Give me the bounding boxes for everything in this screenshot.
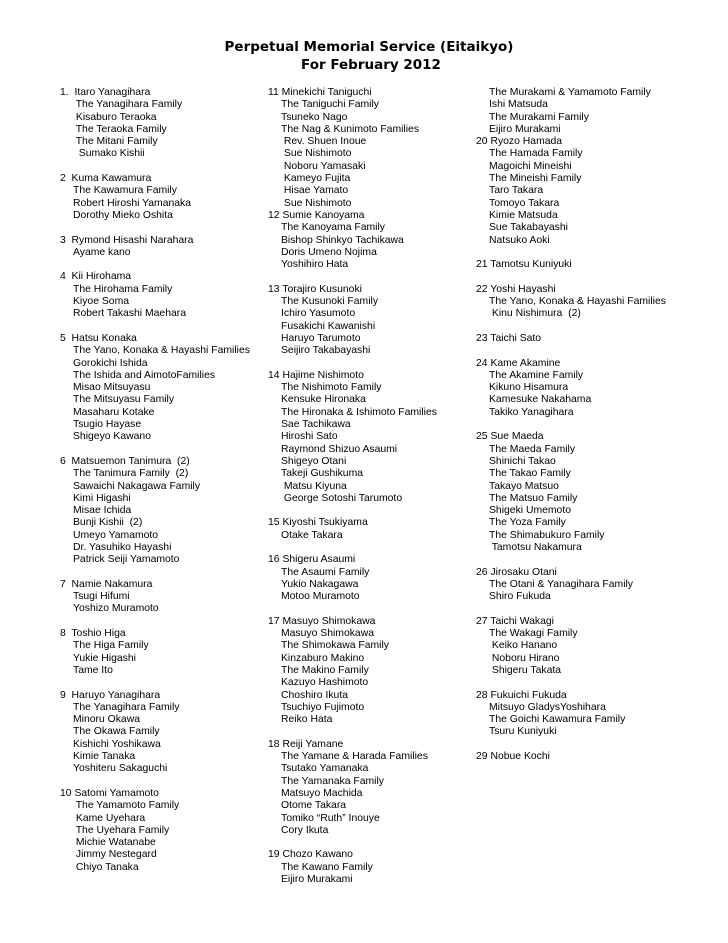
entry-heading: 23 Taichi Sato (476, 332, 542, 344)
entry-name: The Tanimura Family (2) (73, 468, 189, 480)
entry-name: Umeyo Yamamoto (73, 529, 159, 541)
column-3 (476, 87, 726, 763)
entry-name: The Kanoyama Family (281, 222, 385, 234)
entry-name: The Wakagi Family (489, 628, 578, 640)
entry-spacer (476, 739, 726, 751)
memorial-entry (476, 136, 726, 259)
entry-name: Masaharu Kotake (73, 406, 155, 418)
entry-name: Misae Ichida (73, 505, 132, 517)
entry-spacer (268, 726, 473, 738)
entry-heading: 11 Minekichi Taniguchi (268, 87, 372, 98)
entry-name: Mitsuyo GladysYoshihara (489, 701, 606, 713)
entry-heading: 19 Chozo Kawano (268, 849, 353, 861)
entry-name: The Shimokawa Family (281, 640, 389, 652)
entry-name: The Uyehara Family (73, 824, 170, 836)
entry-name: Kimi Higashi (73, 492, 131, 504)
entry-name: The Mineishi Family (489, 173, 582, 185)
entry-heading: 9 Haruyo Yanagihara (60, 689, 161, 701)
entry-name: Tsuchiyo Fujimoto (281, 701, 365, 713)
entry-name: Kensuke Hironaka (281, 394, 366, 406)
entry-heading: 6 Matsuemon Tanimura (2) (60, 455, 190, 467)
entry-name: Shigeru Takata (489, 664, 562, 676)
memorial-entry (268, 87, 473, 210)
entry-spacer (60, 259, 260, 271)
entry-heading: 28 Fukuichi Fukuda (476, 689, 567, 701)
entry-spacer (476, 603, 726, 615)
memorial-entry (268, 210, 473, 284)
entry-name: The Goichi Kawamura Family (489, 714, 626, 726)
entry-spacer (60, 444, 260, 456)
entry-spacer (60, 321, 260, 333)
entry-name: Ichiro Yasumoto (281, 308, 356, 320)
entry-spacer (476, 321, 726, 333)
entry-name: Shinichi Takao (489, 455, 556, 467)
entry-name: Cory Ikuta (281, 824, 329, 836)
entry-heading: 29 Nobue Kochi (476, 751, 550, 763)
entry-name: The Shimabukuro Family (489, 529, 605, 541)
entry-name: Doris Umeno Nojima (281, 246, 377, 258)
entry-name: Chiyo Tanaka (73, 861, 139, 873)
entry-name: The Yanagihara Family (73, 701, 180, 713)
entry-name: The Nag & Kunimoto Families (281, 123, 420, 135)
entry-heading: 18 Reiji Yamane (268, 738, 344, 750)
entry-name: Yoshizo Muramoto (73, 603, 159, 615)
entry-name: Yukie Higashi (73, 652, 136, 664)
entry-name: Michie Watanabe (73, 837, 156, 849)
entry-name: Sue Nishimoto (281, 197, 352, 209)
entry-heading: 10 Satomi Yamamoto (60, 787, 159, 799)
entry-name: The Makino Family (281, 664, 369, 676)
entry-name: The Nishimoto Family (281, 382, 382, 394)
entry-name: Choshiro Ikuta (281, 689, 348, 701)
entry-heading: 22 Yoshi Hayashi (476, 283, 556, 295)
entry-name: Patrick Seiji Yamamoto (73, 554, 180, 566)
entry-spacer (476, 247, 726, 259)
entry-heading: 2 Kuma Kawamura (60, 173, 152, 185)
entry-name: Robert Hiroshi Yamanaka (73, 197, 192, 209)
memorial-entry (60, 690, 260, 788)
entry-name: Robert Takashi Maehara (73, 308, 187, 320)
entry-name: Matsuyo Machida (281, 787, 363, 799)
memorial-entry (268, 616, 473, 739)
memorial-entry (476, 616, 726, 690)
entry-name: Misao Mitsuyasu (73, 382, 151, 394)
entry-name: Kishichi Yoshikawa (73, 738, 161, 750)
entry-name: Kameyo Fujita (281, 173, 351, 185)
memorial-entry (476, 87, 726, 136)
entry-name: The Kawano Family (281, 861, 373, 873)
entry-name: The Otani & Yanagihara Family (489, 578, 634, 590)
entry-name: Kinu Nishimura (2) (489, 308, 581, 320)
entry-name: The Higa Family (73, 640, 149, 652)
entry-name: Kikuno Hisamura (489, 382, 569, 394)
entry-name: The Maeda Family (489, 443, 576, 455)
memorial-entry (60, 333, 260, 456)
entry-name: Tsuru Kuniyuki (489, 726, 557, 738)
entry-name: Noboru Hirano (489, 652, 560, 664)
entry-spacer (60, 161, 260, 173)
entry-name: The Kusunoki Family (281, 296, 379, 308)
entry-name: Haruyo Tarumoto (281, 332, 361, 344)
entry-name: Keiko Hanano (489, 640, 558, 652)
memorial-entry (476, 567, 726, 616)
entry-name: The Yamanaka Family (281, 775, 384, 787)
entry-heading: 8 Toshio Higa (60, 628, 126, 640)
entry-name: The Murakami Family (489, 111, 589, 123)
entry-name: Sue Nishimoto (281, 148, 352, 160)
entry-name: Takeji Gushikuma (281, 468, 364, 480)
entry-name: Sawaichi Nakagawa Family (73, 480, 201, 492)
entry-spacer (476, 345, 726, 357)
entry-name: Magoichi Mineishi (489, 160, 572, 172)
entry-name: Hiroshi Sato (281, 431, 338, 443)
column-1 (60, 87, 260, 874)
page-subtitle: For February 2012 (301, 57, 441, 73)
memorial-entry (476, 284, 726, 333)
entry-name: Hisae Yamato (281, 185, 349, 197)
entry-heading: 3 Rymond Hisashi Narahara (60, 234, 194, 246)
entry-heading: 21 Tamotsu Kuniyuki (476, 259, 572, 271)
entry-name: Tamotsu Nakamura (489, 541, 582, 553)
entry-name: Kamesuke Nakahama (489, 394, 592, 406)
entry-heading: 4 Kii Hirohama (60, 271, 132, 283)
entry-name: The Yamane & Harada Families (281, 751, 428, 763)
entry-heading: 24 Kame Akamine (476, 357, 561, 369)
entry-name: The Hironaka & Ishimoto Families (281, 406, 437, 418)
entry-name: Shiro Fukuda (489, 591, 551, 603)
entry-heading: 1. Itaro Yanagihara (60, 87, 151, 98)
entry-name: The Mitsuyasu Family (73, 394, 175, 406)
entry-name: Fusakichi Kawanishi (281, 320, 376, 332)
entry-name: Takayo Matsuo (489, 480, 559, 492)
entry-spacer (60, 776, 260, 788)
entry-heading: 16 Shigeru Asaumi (268, 554, 356, 566)
entry-name: George Sotoshi Tarumoto (281, 492, 403, 504)
entry-name: Motoo Muramoto (281, 591, 360, 603)
entry-name: Bunji Kishii (2) (73, 517, 143, 529)
memorial-entry (476, 751, 726, 763)
memorial-entry (268, 849, 473, 886)
entry-name: Yoshihiro Hata (281, 259, 349, 271)
entry-name: The Mitani Family (73, 136, 158, 148)
entry-spacer (60, 222, 260, 234)
entry-name: Kisaburo Teraoka (73, 111, 157, 123)
page-title: Perpetual Memorial Service (Eitaikyo) (224, 39, 514, 55)
entry-name: Natsuko Aoki (489, 234, 550, 246)
memorial-entry (476, 259, 726, 284)
entry-name: The Yano, Konaka & Hayashi Families (489, 296, 666, 308)
entry-name: Kame Uyehara (73, 812, 146, 824)
entry-name: Tsutako Yamanaka (281, 763, 369, 775)
entry-name: Taro Takara (489, 185, 544, 197)
entry-spacer (268, 837, 473, 849)
entry-name: The Hamada Family (489, 148, 583, 160)
entry-name: Reiko Hata (281, 714, 333, 726)
entry-name: Sumako Kishii (73, 148, 145, 160)
entry-name: The Yano, Konaka & Hayashi Families (73, 345, 250, 357)
memorial-entry (60, 235, 260, 272)
entry-name: Tsugio Hayase (73, 419, 142, 431)
memorial-entry (60, 173, 260, 234)
entry-spacer (268, 542, 473, 554)
entry-name: Shigeyo Otani (281, 455, 347, 467)
memorial-entry (476, 431, 726, 566)
entry-name: Yukio Nakagawa (281, 578, 359, 590)
entry-name: The Yamamoto Family (73, 800, 180, 812)
memorial-entry (268, 739, 473, 850)
entry-spacer (60, 677, 260, 689)
entry-spacer (476, 554, 726, 566)
entry-name: The Okawa Family (73, 726, 160, 738)
entry-name: Masuyo Shimokawa (281, 628, 374, 640)
entry-name: Shigeki Umemoto (489, 505, 572, 517)
entry-name: Yoshiteru Sakaguchi (73, 763, 168, 775)
entry-spacer (268, 271, 473, 283)
memorial-entry (60, 87, 260, 173)
memorial-entry (60, 788, 260, 874)
entry-name: The Matsuo Family (489, 492, 578, 504)
entry-name: The Kawamura Family (73, 185, 177, 197)
entry-spacer (268, 358, 473, 370)
page-header (0, 38, 728, 74)
entry-name: The Akamine Family (489, 369, 584, 381)
entry-name: Eijiro Murakami (489, 123, 561, 135)
entry-heading: 20 Ryozo Hamada (476, 136, 563, 148)
entry-name: The Yoza Family (489, 517, 566, 529)
entry-heading: 5 Hatsu Konaka (60, 332, 137, 344)
entry-heading: 26 Jirosaku Otani (476, 566, 557, 578)
entry-heading: 14 Hajime Nishimoto (268, 369, 364, 381)
entry-name: Takiko Yanagihara (489, 406, 574, 418)
entry-heading: 15 Kiyoshi Tsukiyama (268, 517, 368, 529)
entry-name: Kinzaburo Makino (281, 652, 365, 664)
entry-name: Minoru Okawa (73, 714, 140, 726)
entry-heading: 13 Torajiro Kusunoki (268, 283, 362, 295)
entry-name: Tsuneko Nago (281, 111, 348, 123)
entry-name: Ishi Matsuda (489, 99, 548, 111)
entry-name: Dr. Yasuhiko Hayashi (73, 541, 172, 553)
entry-spacer (60, 567, 260, 579)
entry-name: Kiyoe Soma (73, 296, 130, 308)
entry-name: The Taniguchi Family (281, 99, 379, 111)
memorial-entry (476, 333, 726, 358)
memorial-entry (60, 628, 260, 689)
entry-spacer (476, 677, 726, 689)
entry-name: Tame Ito (73, 664, 113, 676)
entry-name: The Ishida and AimotoFamilies (73, 369, 216, 381)
entry-name: The Murakami & Yamamoto Family (489, 87, 651, 98)
entry-name: Kimie Tanaka (73, 751, 136, 763)
entry-name: Ayame kano (73, 246, 131, 258)
memorial-entry (476, 358, 726, 432)
memorial-entry (60, 579, 260, 628)
entry-spacer (476, 271, 726, 283)
entry-name: Otake Takara (281, 529, 343, 541)
entry-name: Sae Tachikawa (281, 419, 351, 431)
entry-name: Rev. Shuen Inoue (281, 136, 367, 148)
entry-name: The Hirohama Family (73, 283, 173, 295)
entry-spacer (476, 419, 726, 431)
entry-name: The Takao Family (489, 468, 571, 480)
memorial-entry (268, 554, 473, 615)
column-2 (268, 87, 473, 886)
entry-spacer (60, 616, 260, 628)
entry-name: Matsu Kiyuna (281, 480, 347, 492)
entry-name: Shigeyo Kawano (73, 431, 151, 443)
entry-name: Otome Takara (281, 800, 347, 812)
entry-heading: 12 Sumie Kanoyama (268, 209, 365, 221)
entry-name: Eijiro Murakami (281, 874, 353, 885)
entry-name: Noboru Yamasaki (281, 160, 366, 172)
entry-name: The Teraoka Family (73, 123, 167, 135)
entry-spacer (268, 603, 473, 615)
entry-name: The Asaumi Family (281, 566, 370, 578)
memorial-entry (60, 271, 260, 332)
memorial-entry (60, 456, 260, 579)
entry-name: Raymond Shizuo Asaumi (281, 443, 398, 455)
entry-heading: 27 Taichi Wakagi (476, 615, 554, 627)
entry-heading: 25 Sue Maeda (476, 431, 544, 443)
entry-name: Bishop Shinkyo Tachikawa (281, 234, 404, 246)
entry-name: Kazuyo Hashimoto (281, 677, 369, 689)
entry-name: Dorothy Mieko Oshita (73, 209, 173, 221)
entry-name: Kimie Matsuda (489, 209, 558, 221)
memorial-entry (476, 690, 726, 751)
entry-name: Jimmy Nestegard (73, 849, 157, 861)
entry-name: Tomiko “Ruth” Inouye (281, 812, 380, 824)
entry-name: Gorokichi Ishida (73, 357, 148, 369)
entry-name: Tomoyo Takara (489, 197, 560, 209)
entry-heading: 17 Masuyo Shimokawa (268, 615, 376, 627)
entry-name: Tsugi Hifumi (73, 591, 130, 603)
entry-spacer (268, 505, 473, 517)
entry-heading: 7 Namie Nakamura (60, 578, 153, 590)
memorial-entry (268, 370, 473, 518)
entry-name: The Yanagihara Family (73, 99, 183, 111)
entry-name: Sue Takabayashi (489, 222, 568, 234)
memorial-entry (268, 517, 473, 554)
memorial-entry (268, 284, 473, 370)
entry-name: Seijiro Takabayashi (281, 345, 371, 357)
